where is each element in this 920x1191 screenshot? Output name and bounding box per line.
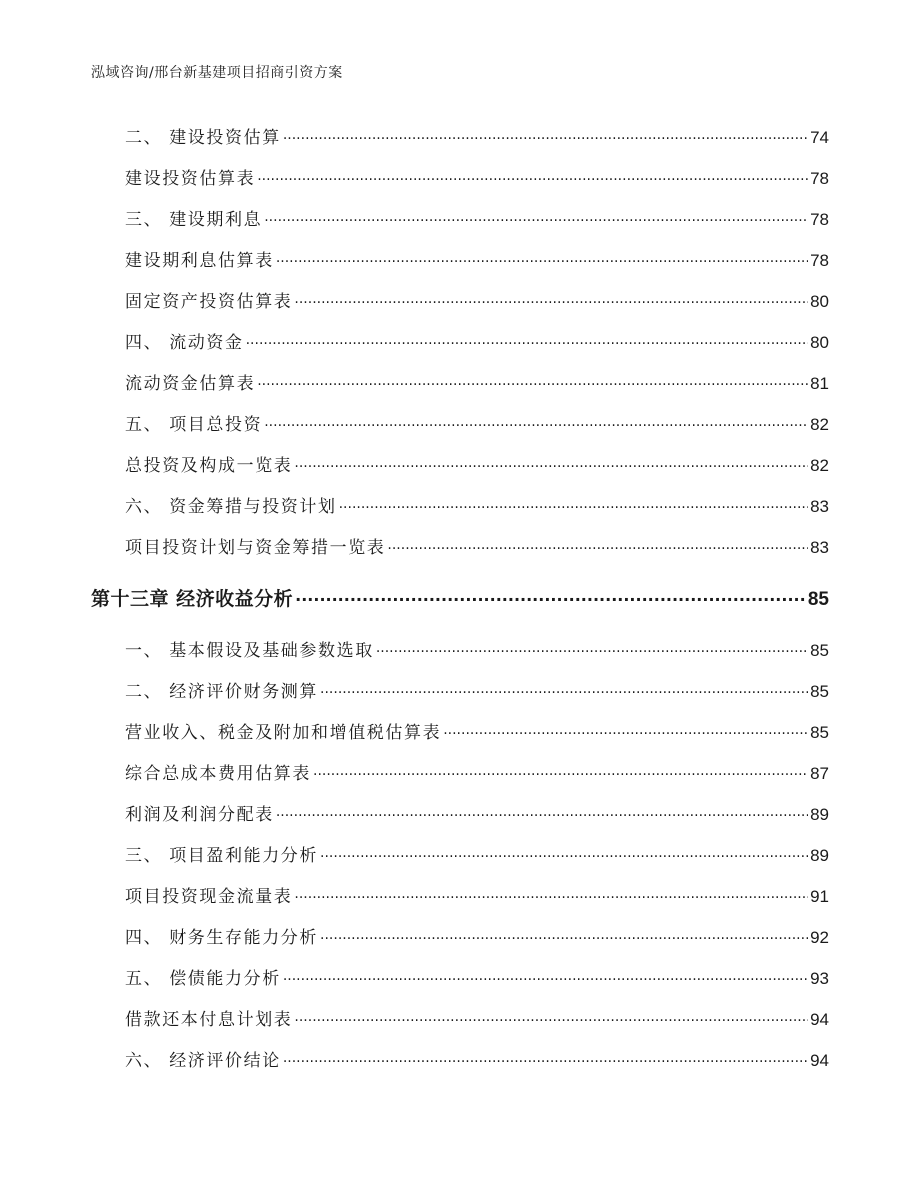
toc-page-number: 74 xyxy=(810,128,829,147)
toc-page-number: 85 xyxy=(810,723,829,742)
toc-entry-label: 三、 项目盈利能力分析 xyxy=(125,846,319,866)
toc-page-number: 85 xyxy=(807,589,829,610)
toc-leader-dots xyxy=(283,1049,808,1066)
toc-entry[interactable] xyxy=(91,328,829,353)
toc-entry[interactable] xyxy=(91,882,829,907)
toc-entry-label: 四、 财务生存能力分析 xyxy=(125,928,319,948)
toc-page-number: 87 xyxy=(810,764,829,783)
toc-leader-dots xyxy=(295,586,806,605)
toc-page-number: 83 xyxy=(810,538,829,557)
toc-leader-dots xyxy=(313,762,808,779)
toc-page-number: 85 xyxy=(810,682,829,701)
toc-page-number: 80 xyxy=(810,292,829,311)
toc-page-number: 82 xyxy=(810,415,829,434)
toc-entry-label: 建设投资估算表 xyxy=(125,169,256,189)
toc-leader-dots xyxy=(257,167,808,184)
toc-entry[interactable] xyxy=(91,677,829,702)
toc-leader-dots xyxy=(283,967,808,984)
toc-entry[interactable] xyxy=(91,287,829,312)
table-of-contents xyxy=(91,0,829,1191)
toc-leader-dots xyxy=(443,721,808,738)
toc-entry-label: 项目投资计划与资金筹措一览表 xyxy=(125,538,386,558)
toc-entry-label: 二、 经济评价财务测算 xyxy=(125,682,319,702)
toc-entry[interactable] xyxy=(91,205,829,230)
toc-entry-label: 五、 项目总投资 xyxy=(125,415,263,435)
toc-page-number: 89 xyxy=(810,805,829,824)
toc-entry[interactable] xyxy=(91,533,829,558)
toc-entry[interactable] xyxy=(91,369,829,394)
toc-entry[interactable] xyxy=(91,410,829,435)
toc-entry[interactable] xyxy=(91,492,829,517)
toc-leader-dots xyxy=(276,249,808,266)
toc-page-number: 78 xyxy=(810,169,829,188)
toc-page-number: 85 xyxy=(810,641,829,660)
toc-leader-dots xyxy=(276,803,808,820)
toc-page-number: 78 xyxy=(810,251,829,270)
toc-entry-label: 二、 建设投资估算 xyxy=(125,128,281,148)
toc-entry-label: 总投资及构成一览表 xyxy=(125,456,293,476)
toc-entry-label: 六、 经济评价结论 xyxy=(125,1051,281,1071)
toc-entry[interactable] xyxy=(91,451,829,476)
toc-entry[interactable] xyxy=(91,923,829,948)
toc-entry-label: 建设期利息估算表 xyxy=(125,251,274,271)
toc-page-number: 94 xyxy=(810,1010,829,1029)
toc-page-number: 80 xyxy=(810,333,829,352)
toc-page-number: 94 xyxy=(810,1051,829,1070)
toc-leader-dots xyxy=(294,1008,808,1025)
toc-entry-label: 综合总成本费用估算表 xyxy=(125,764,311,784)
toc-leader-dots xyxy=(320,680,808,697)
toc-entry-label: 借款还本付息计划表 xyxy=(125,1010,293,1030)
toc-page-number: 78 xyxy=(810,210,829,229)
document-header: 泓域咨询/邢台新基建项目招商引资方案 xyxy=(91,65,343,81)
toc-leader-dots xyxy=(376,639,808,656)
toc-entry[interactable] xyxy=(91,1005,829,1030)
toc-entry[interactable] xyxy=(91,964,829,989)
toc-entry-label: 四、 流动资金 xyxy=(125,333,244,353)
toc-page-number: 83 xyxy=(810,497,829,516)
toc-entry-label: 营业收入、税金及附加和增值税估算表 xyxy=(125,723,442,743)
toc-page-number: 82 xyxy=(810,456,829,475)
toc-leader-dots xyxy=(283,126,808,143)
toc-entry[interactable] xyxy=(91,246,829,271)
toc-leader-dots xyxy=(264,413,808,430)
toc-leader-dots xyxy=(320,926,808,943)
toc-page-number: 89 xyxy=(810,846,829,865)
toc-entry[interactable] xyxy=(91,759,829,784)
toc-entry[interactable] xyxy=(91,841,829,866)
toc-leader-dots xyxy=(387,536,808,553)
toc-leader-dots xyxy=(264,208,808,225)
toc-page-number: 91 xyxy=(810,887,829,906)
toc-entry[interactable] xyxy=(91,800,829,825)
toc-leader-dots xyxy=(294,454,808,471)
toc-page-number: 81 xyxy=(810,374,829,393)
toc-leader-dots xyxy=(246,331,808,348)
toc-entry-label: 项目投资现金流量表 xyxy=(125,887,293,907)
toc-entry-label: 六、 资金筹措与投资计划 xyxy=(125,497,337,517)
toc-chapter-entry[interactable] xyxy=(91,584,829,611)
toc-entry-label: 一、 基本假设及基础参数选取 xyxy=(125,641,374,661)
toc-page-number: 92 xyxy=(810,928,829,947)
toc-entry-label: 三、 建设期利息 xyxy=(125,210,263,230)
toc-entry[interactable] xyxy=(91,718,829,743)
toc-entry-label: 五、 偿债能力分析 xyxy=(125,969,281,989)
toc-entry[interactable] xyxy=(91,123,829,148)
toc-leader-dots xyxy=(257,372,808,389)
toc-entry[interactable] xyxy=(91,164,829,189)
toc-leader-dots xyxy=(339,495,808,512)
toc-chapter-label: 第十三章 经济收益分析 xyxy=(91,588,294,610)
toc-entry-label: 流动资金估算表 xyxy=(125,374,256,394)
toc-page-number: 93 xyxy=(810,969,829,988)
toc-entry-label: 利润及利润分配表 xyxy=(125,805,274,825)
toc-leader-dots xyxy=(320,844,808,861)
toc-leader-dots xyxy=(294,885,808,902)
toc-entry-label: 固定资产投资估算表 xyxy=(125,292,293,312)
toc-entry[interactable] xyxy=(91,636,829,661)
toc-leader-dots xyxy=(294,290,808,307)
toc-entry[interactable] xyxy=(91,1046,829,1071)
